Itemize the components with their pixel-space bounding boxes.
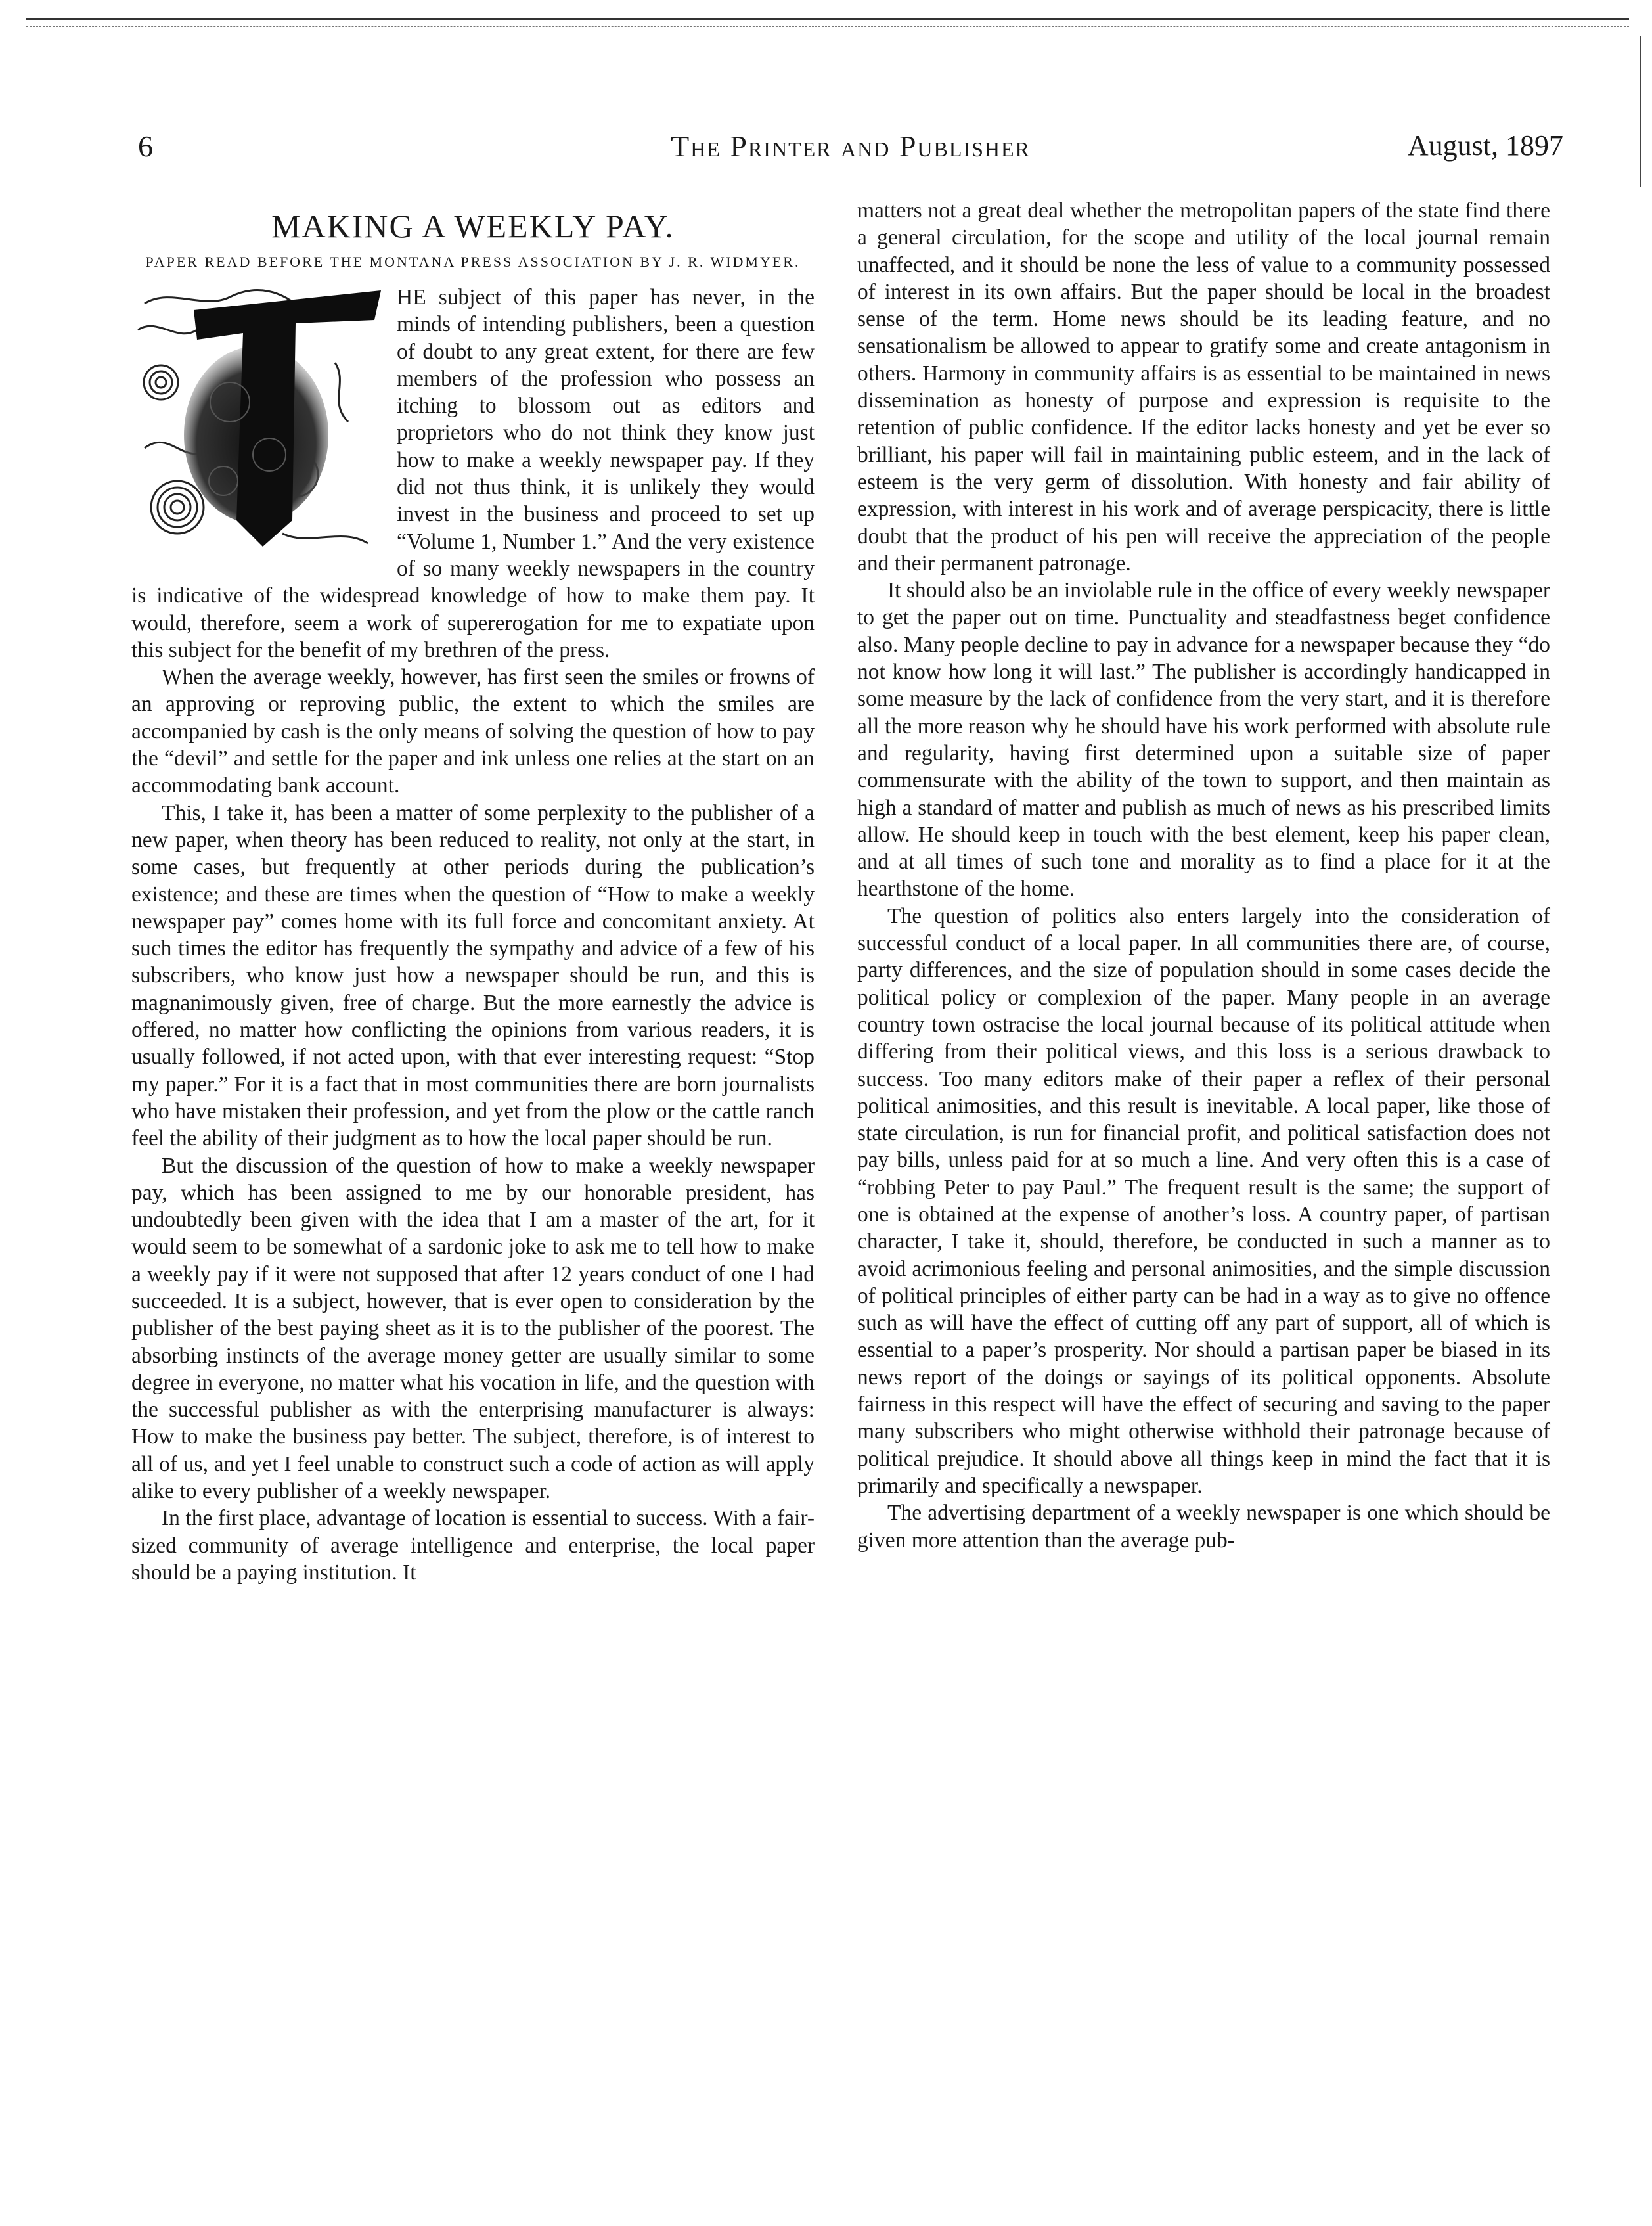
ornamental-drop-cap-t xyxy=(131,284,388,553)
article-byline: PAPER READ BEFORE THE MONTANA PRESS ASSOCIATION BY J. R. WIDMYER. xyxy=(145,254,801,270)
paragraph-2: When the average weekly, however, has first seen the smiles or frowns of an approving or reproving public, the extent to which the smiles are accompanied by cash is the only means of solving the question of how to pay the “devil” and settle for the paper and ink unless one relies at the start on an accommodating bank account. xyxy=(131,665,815,798)
paragraph-9: The advertising department of a weekly newspaper is one which should be given more attention than the average pub- xyxy=(857,1501,1550,1553)
top-border-rule-dashed xyxy=(26,26,1629,27)
page-header xyxy=(138,129,1563,175)
paragraph-7: It should also be an inviolable rule in the office of every weekly newspaper to get the paper out on time. Punctuality and steadfastness beget confidence also. Many people decline to pay in advance for a newspaper because they “do not know how long it will last.” The publisher is accordingly handicapped in some measure by the lack of confidence from the very start, and it is therefore all the more reason why he should have his work performed with absolute rule and regularity, having first determined upon a suitable size of paper commensurate with the ability of the town to support, and then maintain as high a standard of matter and publish as much of news as his prescribed limits allow. He should keep in touch with the best element, keep his paper clean, and at all times of such tone and morality as to find a place for it at the hearthstone of the home. xyxy=(857,578,1550,901)
right-column xyxy=(857,197,1550,1554)
paragraph-3: This, I take it, has been a matter of some perplexity to the publisher of a new paper, when theory has been reduced to reality, not only at the start, in some cases, but frequently at other periods during the publication’s existence; and these are times when the question of “How to make a weekly newspaper pay” comes home with its full force and concomitant anxiety. At such times the editor has frequently the sympathy and advice of a few of his subscribers, who know just how a newspaper should be run, and this is magnanimously given, free of charge. But the more earnestly the advice is offered, no matter how conflicting the opinions from various readers, it is usually followed, if not acted upon, with that ever interesting request: “Stop my paper.” For it is a fact that in most communities there are born journalists who have mistaken their profession, and yet from the plow or the cattle ranch feel the ability of their judgment as to how the local paper should be run. xyxy=(131,800,815,1151)
paragraph-5: In the first place, advantage of location is essential to success. With a fair-sized community of average intelligence and enterprise, the local paper should be a paying institution. It xyxy=(131,1506,815,1585)
article-title: MAKING A WEEKLY PAY. xyxy=(271,208,675,244)
paragraph-6: matters not a great deal whether the metropolitan papers of the state find there a general circulation, for the scope and utility of the local journal remain unaffected, and it should be none the less of value to a community possessed of interest in its own affairs. But the paper should be local in the broadest sense of the term. Home news should be its leading feature, and no sensationalism be allowed to appear to gratify some and create antagonism in others. Harmony in community affairs is as essential to be maintained in news dissemination as honesty of purpose and expression is requisite to the retention of public confidence. If the editor lacks honesty and yet be ever so brilliant, his paper will fail in maintaining public esteem, and in the lack of esteem is the very germ of dissolution. With honesty and fair ability of expression, with interest in his work and of average perspicacity, there is little doubt that the product of his pen will receive the appreciation of the people and their permanent patronage. xyxy=(857,198,1550,576)
paragraph-8: The question of politics also enters largely into the consideration of successful conduct of a local paper. In all communities there are, of course, party differences, and the size of population should in some cases decide the political policy or complexion of the paper. Many people in an average country town ostracise the local journal because of its political attitude when differing from their political views, and this loss is a serious drawback to success. Too many editors make of their paper a reflex of their personal political animosities, and this result is inevitable. A local paper, like those of state circulation, is run for financial profit, and political satisfaction does not pay bills, unless paid for at so much a line. And very often this is a case of “robbing Peter to pay Paul.” The frequent result is the same; the support of one is obtained at the expense of another’s loss. A country paper, of partisan character, I take it, should, therefore, be conducted in such a manner as to avoid acrimonious feeling and personal animosities, and the simple discussion of political principles of either party can be had in a way as to give no offence such as will have the effect of cutting off any part of support, all of which is essential to a paper’s prosperity. Nor should a partisan paper be biased in its news report of the doings or sayings of its political opponents. Absolute fairness in this respect will have the effect of securing and saving to the paper many subscribers who might otherwise withhold their patronage because of political prejudice. It should above all things keep in mind the fact that it is primarily and specifically a newspaper. xyxy=(857,903,1550,1498)
left-column xyxy=(131,197,815,1586)
paragraph-1: HE subject of this paper has never, in the minds of intending publishers, been a question of doubt to any great extent, for there are few members of the profession who possess an itching to blossom out as editors and proprietors who do not think they know just how to make a weekly newspaper pay. If they did not thus think, it is unlikely they would invest in the business and proceed to set up “Volume 1, Number 1.” And the very existence of so many weekly newspapers in the country is indicative of the widespread knowledge of how to make them pay. It would, therefore, seem a work of supererogation for me to expatiate upon this subject for the benefit of my brethren of the press. xyxy=(131,285,815,662)
right-edge-rule xyxy=(1640,36,1641,187)
top-border-rule xyxy=(26,18,1629,20)
paragraph-4: But the discussion of the question of how to make a weekly newspaper pay, which has been assigned to me by our honorable president, has undoubtedly been given with the idea that I am a master of the art, for it would seem to be somewhat of a sardonic joke to ask me to tell how to make a weekly pay if it were not supposed that after 12 years conduct of one I had succeeded. It is a subject, however, that is ever open to consideration by the publisher of the best paying sheet as it is to the publisher of the poorest. The absorbing instincts of the average money getter are usually similar to some degree in everyone, no matter what his vocation in life, and the question with the successful publisher as with the enterprising manufacturer is always: How to make the business pay better. The subject, therefore, is of interest to all of us, and yet I feel unable to construct such a code of action as will apply alike to every publisher of a weekly newspaper. xyxy=(131,1153,815,1504)
page-number: 6 xyxy=(138,129,153,163)
running-title: The Printer and Publisher xyxy=(671,129,1031,163)
issue-date: August, 1897 xyxy=(1407,129,1563,162)
